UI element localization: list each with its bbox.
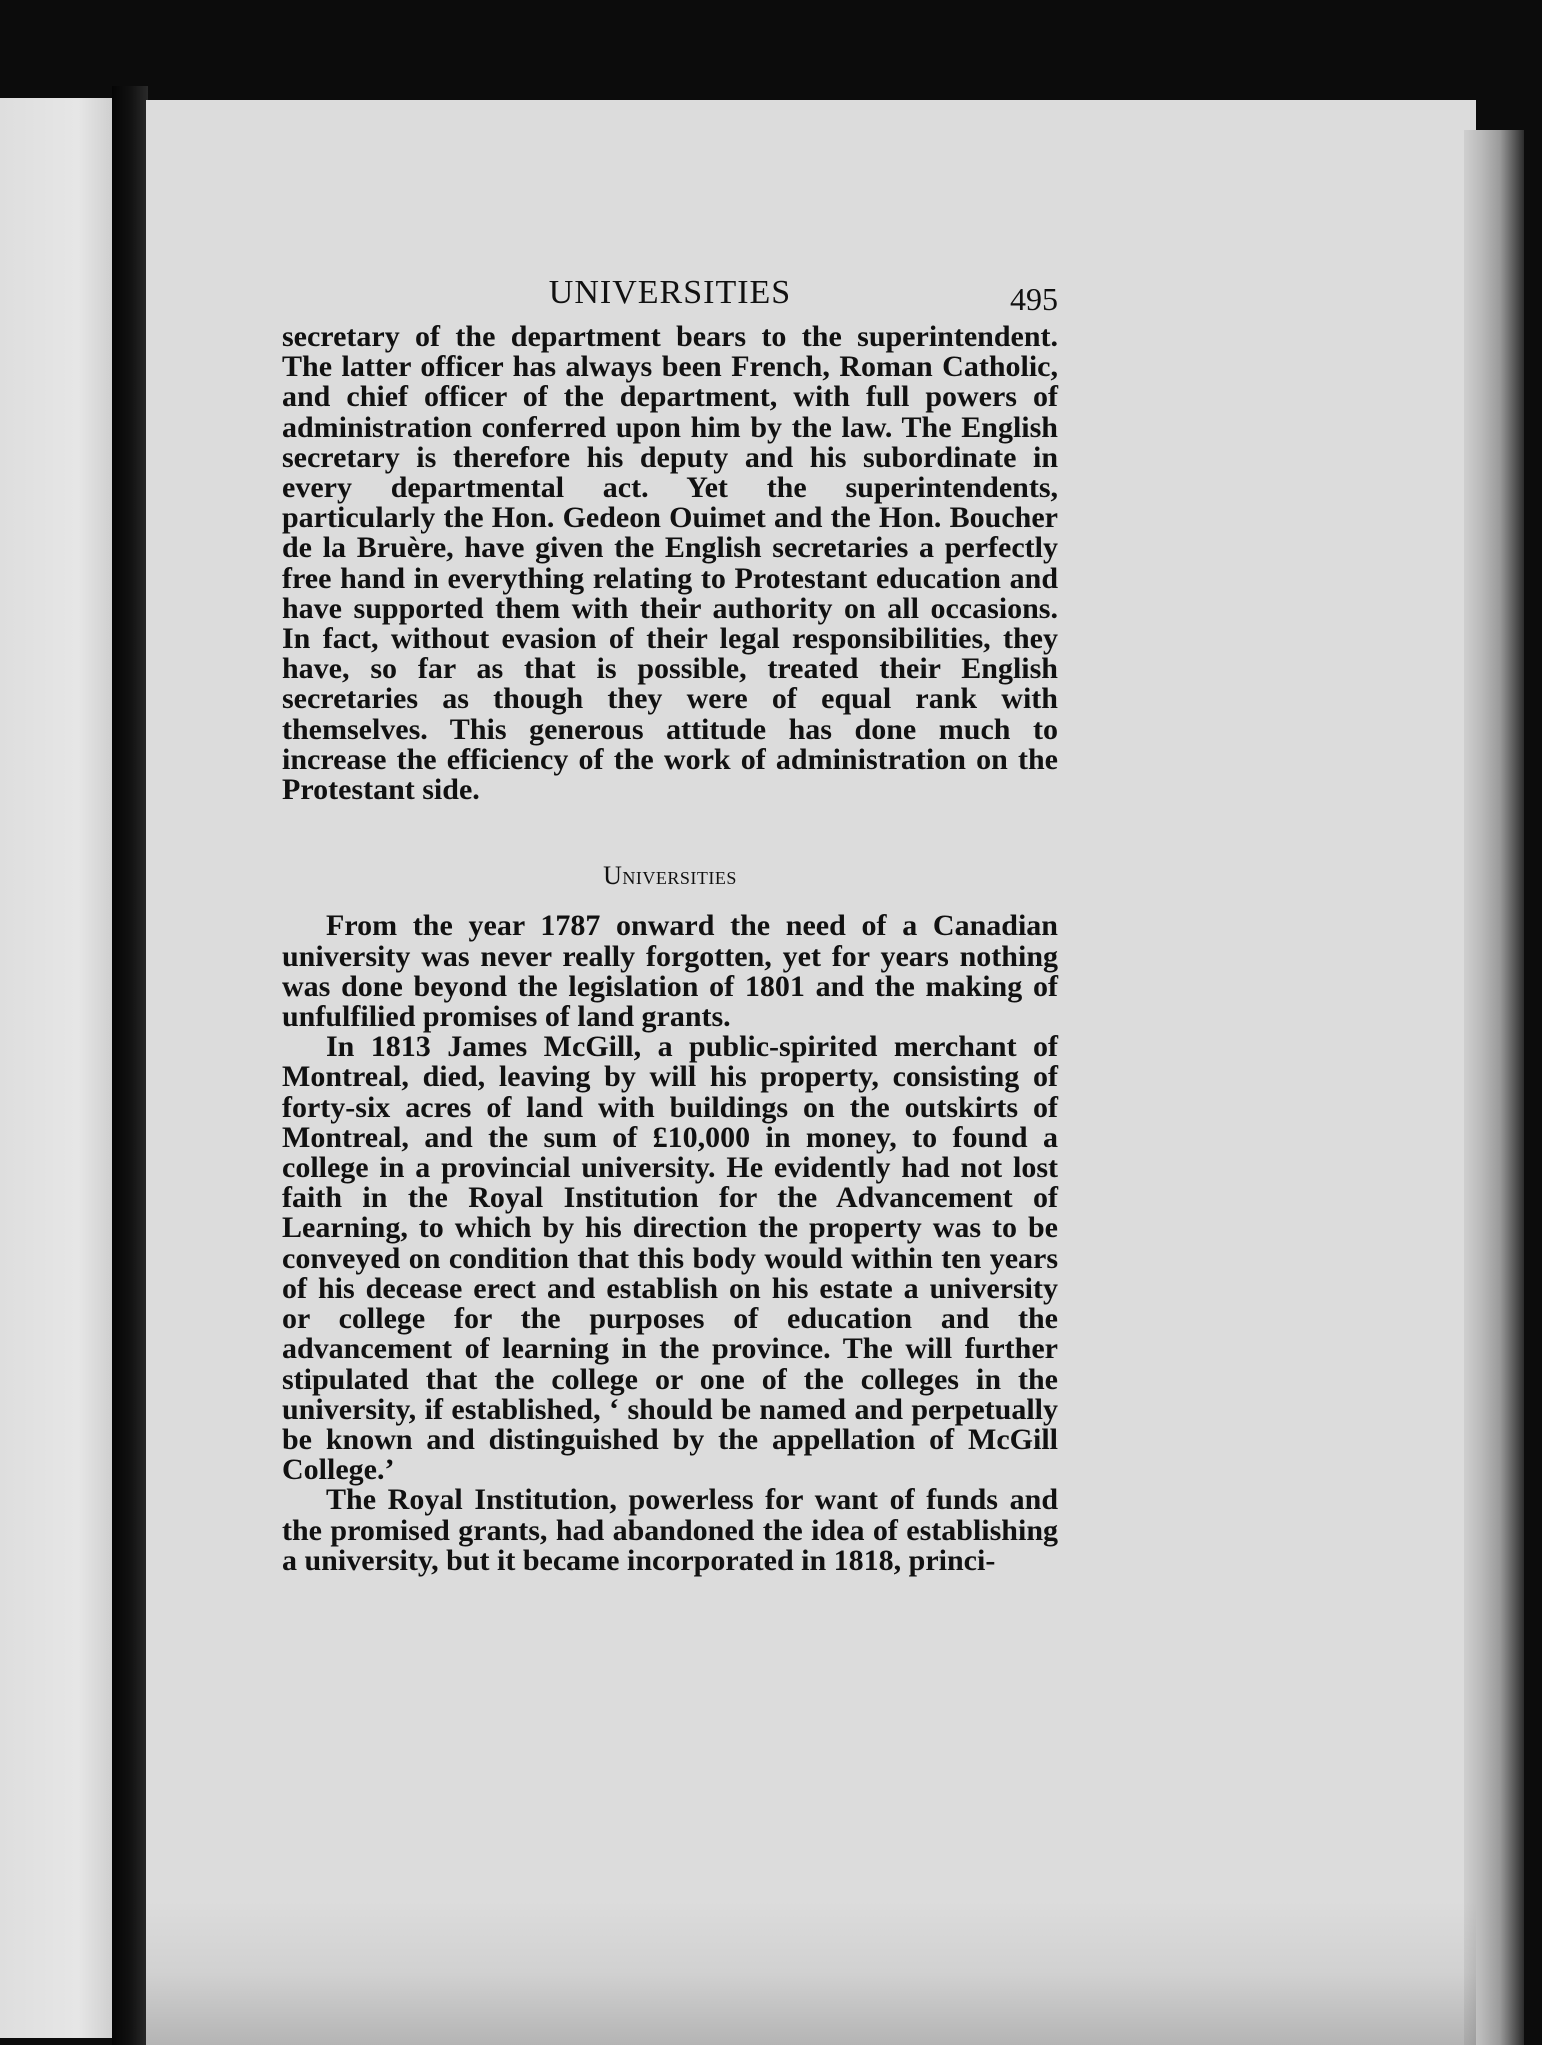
paragraph-continuation: secretary of the department bears to the superintendent. The latter officer has always been French, Roman Catholic, and chief officer of the department, with full powers of administration conferred upon him by the law. The English secretary is therefore his deputy and his subordinate in every departmental act. Yet the superintendents, particularly the Hon. Gedeon Ouimet and the Hon. Boucher de la Bruère, have given the English secretaries a perfectly free hand in everything relating to Protestant education and have supported them with their authority on all occasions. In fact, without evasion of their legal responsibilities, they have, so far as that is possible, treated their English secretaries as though they were of equal rank with themselves. This generous attitude has done much to increase the efficiency of the work of administration on the Protestant side. — [282, 320, 1058, 807]
page-number: 495 — [1010, 281, 1058, 317]
paragraph: The Royal Institution, powerless for want of funds and the promised grants, had abandoned the idea of establishing a university, but it became incorporated in 1818, princi- — [282, 1483, 1058, 1577]
running-head — [282, 274, 1058, 322]
left-page-edge — [0, 98, 112, 2038]
page-bottom-shadow — [146, 1900, 1476, 2045]
paragraph: In 1813 James McGill, a public-spirited merchant of Montreal, died, leaving by will his property, consisting of forty-six acres of land with buildings on the outskirts of Montreal, and the sum of £10,000 in money, to found a college in a provincial university. He evidently had not lost faith in the Royal Institution for the Advancement of Learning, to which by his direction the property was to be conveyed on condition that this body would within ten years of his decease erect and establish on his estate a university or college for the purposes of education and the advancement of learning in the province. The will further stipulated that the college or one of the colleges in the university, if established, ‘ should be named and perpetually be known and distinguished by the appellation of McGill College.’ — [282, 1030, 1058, 1487]
book-gutter — [112, 86, 148, 2045]
section-heading: Universities — [603, 861, 737, 891]
paragraph: From the year 1787 onward the need of a Canadian university was never really forgotten, yet for years nothing was done beyond the legislation of 1801 and the making of unfulfilied promises of land grants. — [282, 909, 1058, 1034]
page-text — [282, 274, 1058, 1577]
page-stack-edge — [1464, 130, 1524, 2045]
running-title: UNIVERSITIES — [548, 274, 792, 311]
